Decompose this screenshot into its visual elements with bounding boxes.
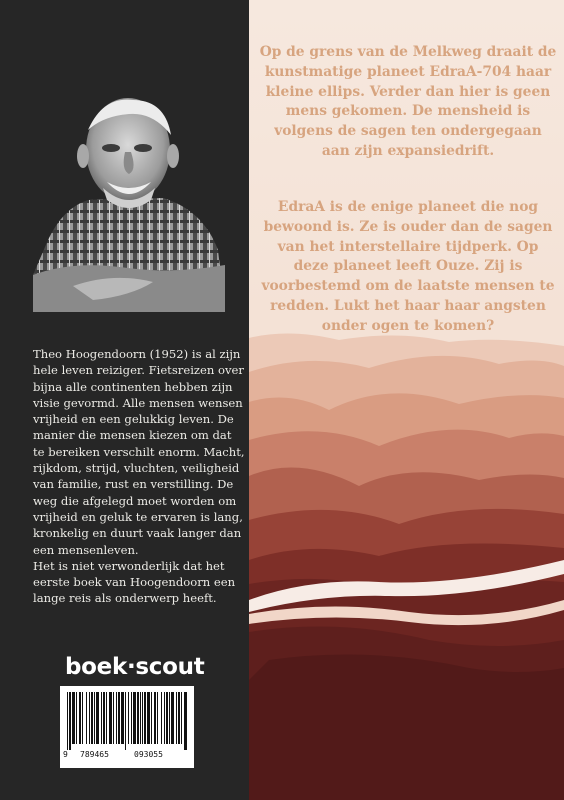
barcode-bar	[79, 692, 81, 744]
author-bio-paragraph: Het is niet verwonderlijk dat het eerste boek van Hoogendoorn een lange reis als onderwerp heeft.	[33, 558, 236, 606]
barcode-bar	[72, 692, 75, 744]
barcode-bar	[151, 692, 152, 744]
barcode-digit-group-1: 789465	[80, 750, 109, 759]
barcode-bar	[157, 692, 158, 744]
barcode-bar	[76, 692, 77, 744]
barcode-bar	[176, 692, 177, 744]
barcode-bar	[69, 692, 71, 750]
author-bio	[33, 346, 245, 607]
barcode-bar	[118, 692, 120, 744]
barcode-bar	[109, 692, 112, 744]
back-cover-left-panel	[0, 0, 249, 800]
barcode-bar	[144, 692, 146, 744]
blurb-paragraph: Op de grens van de Melkweg draait de kunstmatige planeet EdraA-704 haar kleine ellips. Verder dan hier is geen mens gekomen. De mensheid is volgens de sagen ten ondergegaan aan zijn expansiedrift.	[259, 44, 557, 159]
barcode-bar	[133, 692, 136, 744]
barcode-bar	[94, 692, 95, 744]
publisher-logo	[65, 654, 204, 680]
barcode-bar	[131, 692, 132, 744]
barcode-bar	[113, 692, 114, 744]
blurb-paragraph: EdraA is de enige planeet die nog bewoond is. Ze is ouder dan de sagen van het interstellaire tijdperk. Op deze planeet leeft Ouze. Zij is voorbestemd om de laatste mensen te redden. Lukt het haar haar angsten onder ogen te komen?	[261, 199, 555, 334]
barcode-bar	[116, 692, 117, 744]
barcode-bar	[128, 692, 129, 744]
barcode-digit-group-2: 093055	[134, 750, 163, 759]
barcode-bar	[178, 692, 180, 744]
publisher-logo-part1: boek	[65, 654, 127, 680]
back-cover-right-panel	[249, 0, 564, 800]
barcode-digit-first: 9	[63, 750, 68, 759]
barcode-bar	[140, 692, 141, 744]
barcode-bar	[96, 692, 99, 744]
barcode-bar	[181, 692, 182, 744]
barcode-bars	[65, 692, 189, 750]
barcode-bar	[169, 692, 170, 744]
barcode-bar	[147, 692, 150, 744]
isbn-barcode	[60, 686, 194, 768]
barcode-bar	[67, 692, 68, 750]
barcode-bar	[166, 692, 168, 744]
barcode-bar	[161, 692, 162, 744]
barcode-bar	[164, 692, 165, 744]
barcode-bar	[125, 692, 126, 750]
publisher-logo-part2: scout	[135, 654, 205, 680]
barcode-bar	[101, 692, 102, 744]
author-bio-paragraph: Theo Hoogendoorn (1952) is al zijn hele leven reiziger. Fietsreizen over bijna alle continenten hebben zijn visie gevormd. Alle mensen wensen vrijheid en een gelukkig leven. De manier die mensen kiezen om dat te bereiken verschilt enorm. Macht, rijkdom, strijd, vluchten, veiligheid van familie, rust en verstilling. De weg die afgelegd moet worden om vrijheid en geluk te ervaren is lang, kronkelig en duurt vaak langer dan een mensenleven.	[33, 347, 245, 557]
barcode-bar	[103, 692, 105, 744]
barcode-bar	[89, 692, 90, 744]
barcode-bar	[184, 692, 187, 750]
publisher-logo-separator: ·	[126, 654, 136, 680]
barcode-bar	[106, 692, 107, 744]
barcode-bar	[171, 692, 174, 744]
author-photo	[33, 90, 225, 312]
barcode-bar	[154, 692, 156, 744]
barcode-bar	[142, 692, 143, 744]
barcode-bar	[137, 692, 139, 744]
barcode-bar	[91, 692, 93, 744]
barcode-bar	[82, 692, 83, 744]
barcode-bar	[121, 692, 124, 744]
barcode-bar	[86, 692, 87, 744]
